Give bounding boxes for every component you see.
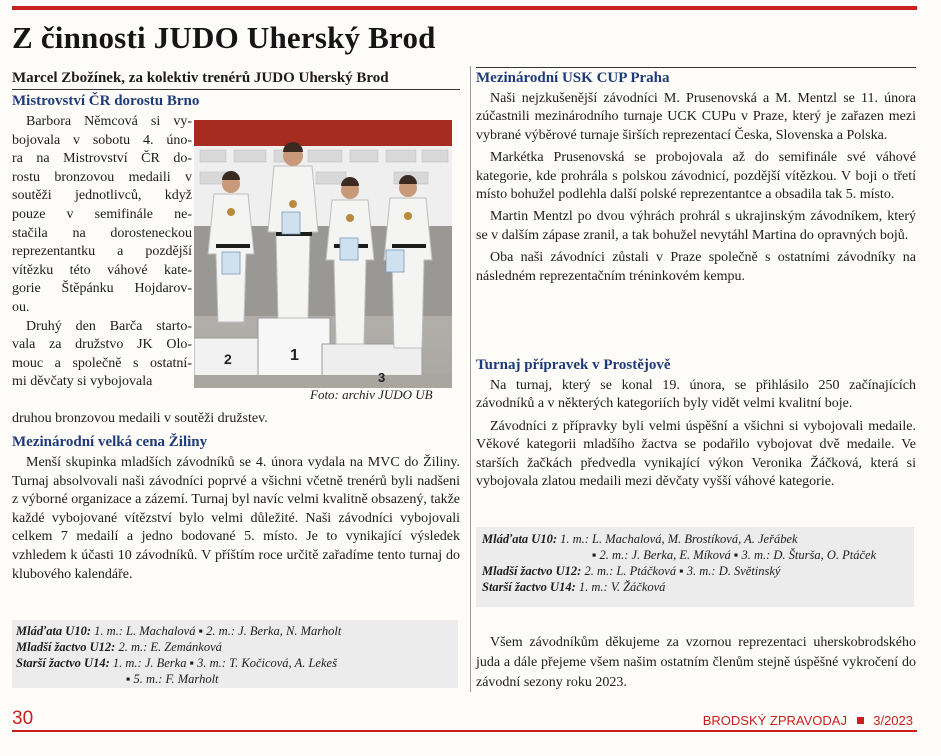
prostejov-result-placings: 1. m.: L. Machalová, M. Brostíková, A. Jeřábek <box>556 532 798 546</box>
column-divider <box>470 66 471 692</box>
ziliny-result-placings: 1. m.: L. Machalová ▪ 2. m.: J. Berka, N. Marholt <box>90 624 342 638</box>
ziliny-result-row <box>16 655 454 671</box>
usk-paragraph-2: Markétka Prusenovská se probojovala až do semifinále své váhové kategorie, kde prohrála s polskou závodnicí, pozdější vítězkou. V boji o třetí místo bohužel podlehla další polské reprezentantce a obsadila tak 5. místo. <box>476 150 916 203</box>
brno-p1-line: rostu bronzovou medaili v <box>12 169 192 185</box>
ziliny-result-category: Starší žactvo U14: <box>16 656 110 670</box>
prostejov-result-category: Mláďata U10: <box>482 532 557 546</box>
prostejov-result-category: Mladší žactvo U12: <box>482 564 582 578</box>
ziliny-result-category: Mladší žactvo U12: <box>16 640 116 654</box>
author-rule <box>12 89 460 90</box>
section-heading-prostejov: Turnaj přípravek v Prostějově <box>476 357 671 373</box>
magazine-footer <box>703 713 913 728</box>
right-top-rule <box>476 67 916 68</box>
brno-p1-line: ou. <box>12 299 30 315</box>
section-usk-cup-text <box>476 90 916 286</box>
prostejov-result-placings: ▪ 2. m.: J. Berka, E. Míková ▪ 3. m.: D. Šturša, O. Ptáček <box>592 548 877 562</box>
photo-caption: Foto: archiv JUDO UB <box>310 387 433 402</box>
prostejov-result-row <box>482 579 908 595</box>
brno-p1-line: pouze v semifinále ne- <box>12 206 192 222</box>
article-title: Z činnosti JUDO Uherský Brod <box>12 20 436 55</box>
section-brno-last-line: druhou bronzovou medaili v soutěži družstev. <box>12 411 268 426</box>
podium-number-3: 3 <box>378 370 386 385</box>
ziliny-result-placings: 2. m.: E. Zemánková <box>115 640 222 654</box>
prostejov-result-row <box>482 531 908 547</box>
section-heading-usk-cup: Mezinárodní USK CUP Praha <box>476 70 670 86</box>
results-box-ziliny <box>12 620 458 688</box>
section-brno-paragraph-1 <box>12 113 192 318</box>
prostejov-result-row <box>482 547 908 563</box>
brno-p2-line: Druhý den Barča starto- <box>26 318 192 334</box>
section-brno-paragraph-2 <box>12 318 192 392</box>
brno-p1-line: bojovala v sobotu 4. úno- <box>12 132 192 148</box>
brno-p2-line: mouc a společně s ostatní- <box>12 355 192 371</box>
author-text: Marcel Zbožínek, za kolektiv trenérů JUDO Uherský Brod <box>12 70 389 86</box>
prostejov-paragraph-1: Na turnaj, který se konal 19. února, se přihlásilo 250 začínajících závodníků a v některých kategoriích byly vidět velmi kvalitní boje. <box>476 378 916 412</box>
brno-p1-line: reprezentantku a pozdější <box>12 244 192 260</box>
podium-number-2: 2 <box>224 351 232 367</box>
footer-rule <box>12 730 917 732</box>
prostejov-result-category: Starší žactvo U14: <box>482 580 576 594</box>
prostejov-paragraph-2: Závodníci z přípravky byli velmi úspěšní a všichni si vybojovali medaile. Věkové kategorii mladšího žactva se podařilo vybojovat dvě medaile. Ve starších žačkách předvedla vynikající výkon Veronika Žáčková, která si vybojovala zlatou medaili mezi děvčaty vyšší váhové kategorie. <box>476 418 916 490</box>
prostejov-result-placings: 1. m.: V. Žáčková <box>575 580 666 594</box>
brno-p1-line: vítězku této váhové kate- <box>12 262 192 278</box>
ziliny-result-category: Mláďata U10: <box>16 624 91 638</box>
brno-p1-line: Barbora Němcová si vy- <box>26 114 192 129</box>
brno-p1-line: ra na Mistrovství ČR do- <box>12 151 192 167</box>
brno-p1-line: gorie Štěpánku Hojdarov- <box>12 281 192 297</box>
top-accent-bar <box>12 6 917 10</box>
page-number: 30 <box>12 708 34 729</box>
magazine-name: BRODSKÝ ZPRAVODAJ <box>702 713 847 728</box>
ziliny-result-placings: ▪ 5. m.: F. Marholt <box>126 672 219 686</box>
brno-p1-line: soutěži jednotlivců, když <box>12 188 192 204</box>
prostejov-result-row <box>482 563 908 579</box>
ziliny-result-row <box>16 671 454 687</box>
magazine-issue: 3/2023 <box>873 713 913 728</box>
results-box-prostejov <box>476 527 914 607</box>
author-line <box>12 70 460 87</box>
prostejov-result-placings: 2. m.: L. Ptáčková ▪ 3. m.: D. Světinský <box>581 564 781 578</box>
section-brno-text <box>12 113 192 392</box>
brno-p2-line: vala za družstvo JK Olo- <box>12 337 192 353</box>
usk-paragraph-1: Naši nejzkušenější závodníci M. Prusenovská a M. Mentzl se 11. února zúčastnili mezinárodního turnaje UCK CUPu v Praze, který je zařazen mezi vybrané výběrové turnaje širších reprezentací Česka, Slovenska a Polska. <box>476 91 916 143</box>
footer-square-icon <box>857 717 864 724</box>
section-heading-ziliny: Mezinárodní velká cena Žiliny <box>12 434 208 450</box>
section-prostejov-text <box>476 377 916 491</box>
closing-paragraph: Všem závodníkům děkujeme za vzornou reprezentaci uherskobrodského juda a dále přejeme všem našim ostatním členům stejně úspěšné vykročení do závodní sezony roku 2023. <box>476 635 916 690</box>
section-heading-brno: Mistrovství ČR dorostu Brno <box>12 93 200 109</box>
usk-paragraph-3: Martin Mentzl po dvou výhrách prohrál s ukrajinským závodníkem, který se v dalším zápase zranil, a tak bohužel nevytáhl Martina do opravných bojů. <box>476 209 916 243</box>
ziliny-result-placings: 1. m.: J. Berka ▪ 3. m.: T. Kočicová, A. Lekeš <box>109 656 337 670</box>
brno-p2-line: mi děvčaty si vybojovala <box>12 374 153 390</box>
ziliny-result-row <box>16 623 454 639</box>
podium-number-1: 1 <box>290 347 299 364</box>
ziliny-result-row <box>16 639 454 655</box>
podium-photo-image <box>194 120 452 388</box>
podium-photo <box>194 120 452 388</box>
usk-paragraph-4: Oba naši závodníci zůstali v Praze společně s ostatními závodníky na následném reprezentačním tréninkovém kempu. <box>476 250 916 284</box>
section-ziliny-text: Menší skupinka mladších závodníků se 4. února vydala na MVC do Žiliny. Turnaj absolvovali naši závodníci poprvé a všichni včetně trenérů byli nadšeni z výborné organizace a zázemí. Turnaj byl navíc velmi kvalitně obsazený, takže každé vybojované vítězství bylo velmi důležité. Naši závodníci vybojovali celkem 7 medailí a jedno bodované 5. místo. Je to vynikající výsledek vzhledem k účasti 10 závodníků. V příštím roce určitě zařadíme tento turnaj do klubového kalendáře. <box>12 455 460 582</box>
brno-p1-line: stačila na dorosteneckou <box>12 225 192 241</box>
